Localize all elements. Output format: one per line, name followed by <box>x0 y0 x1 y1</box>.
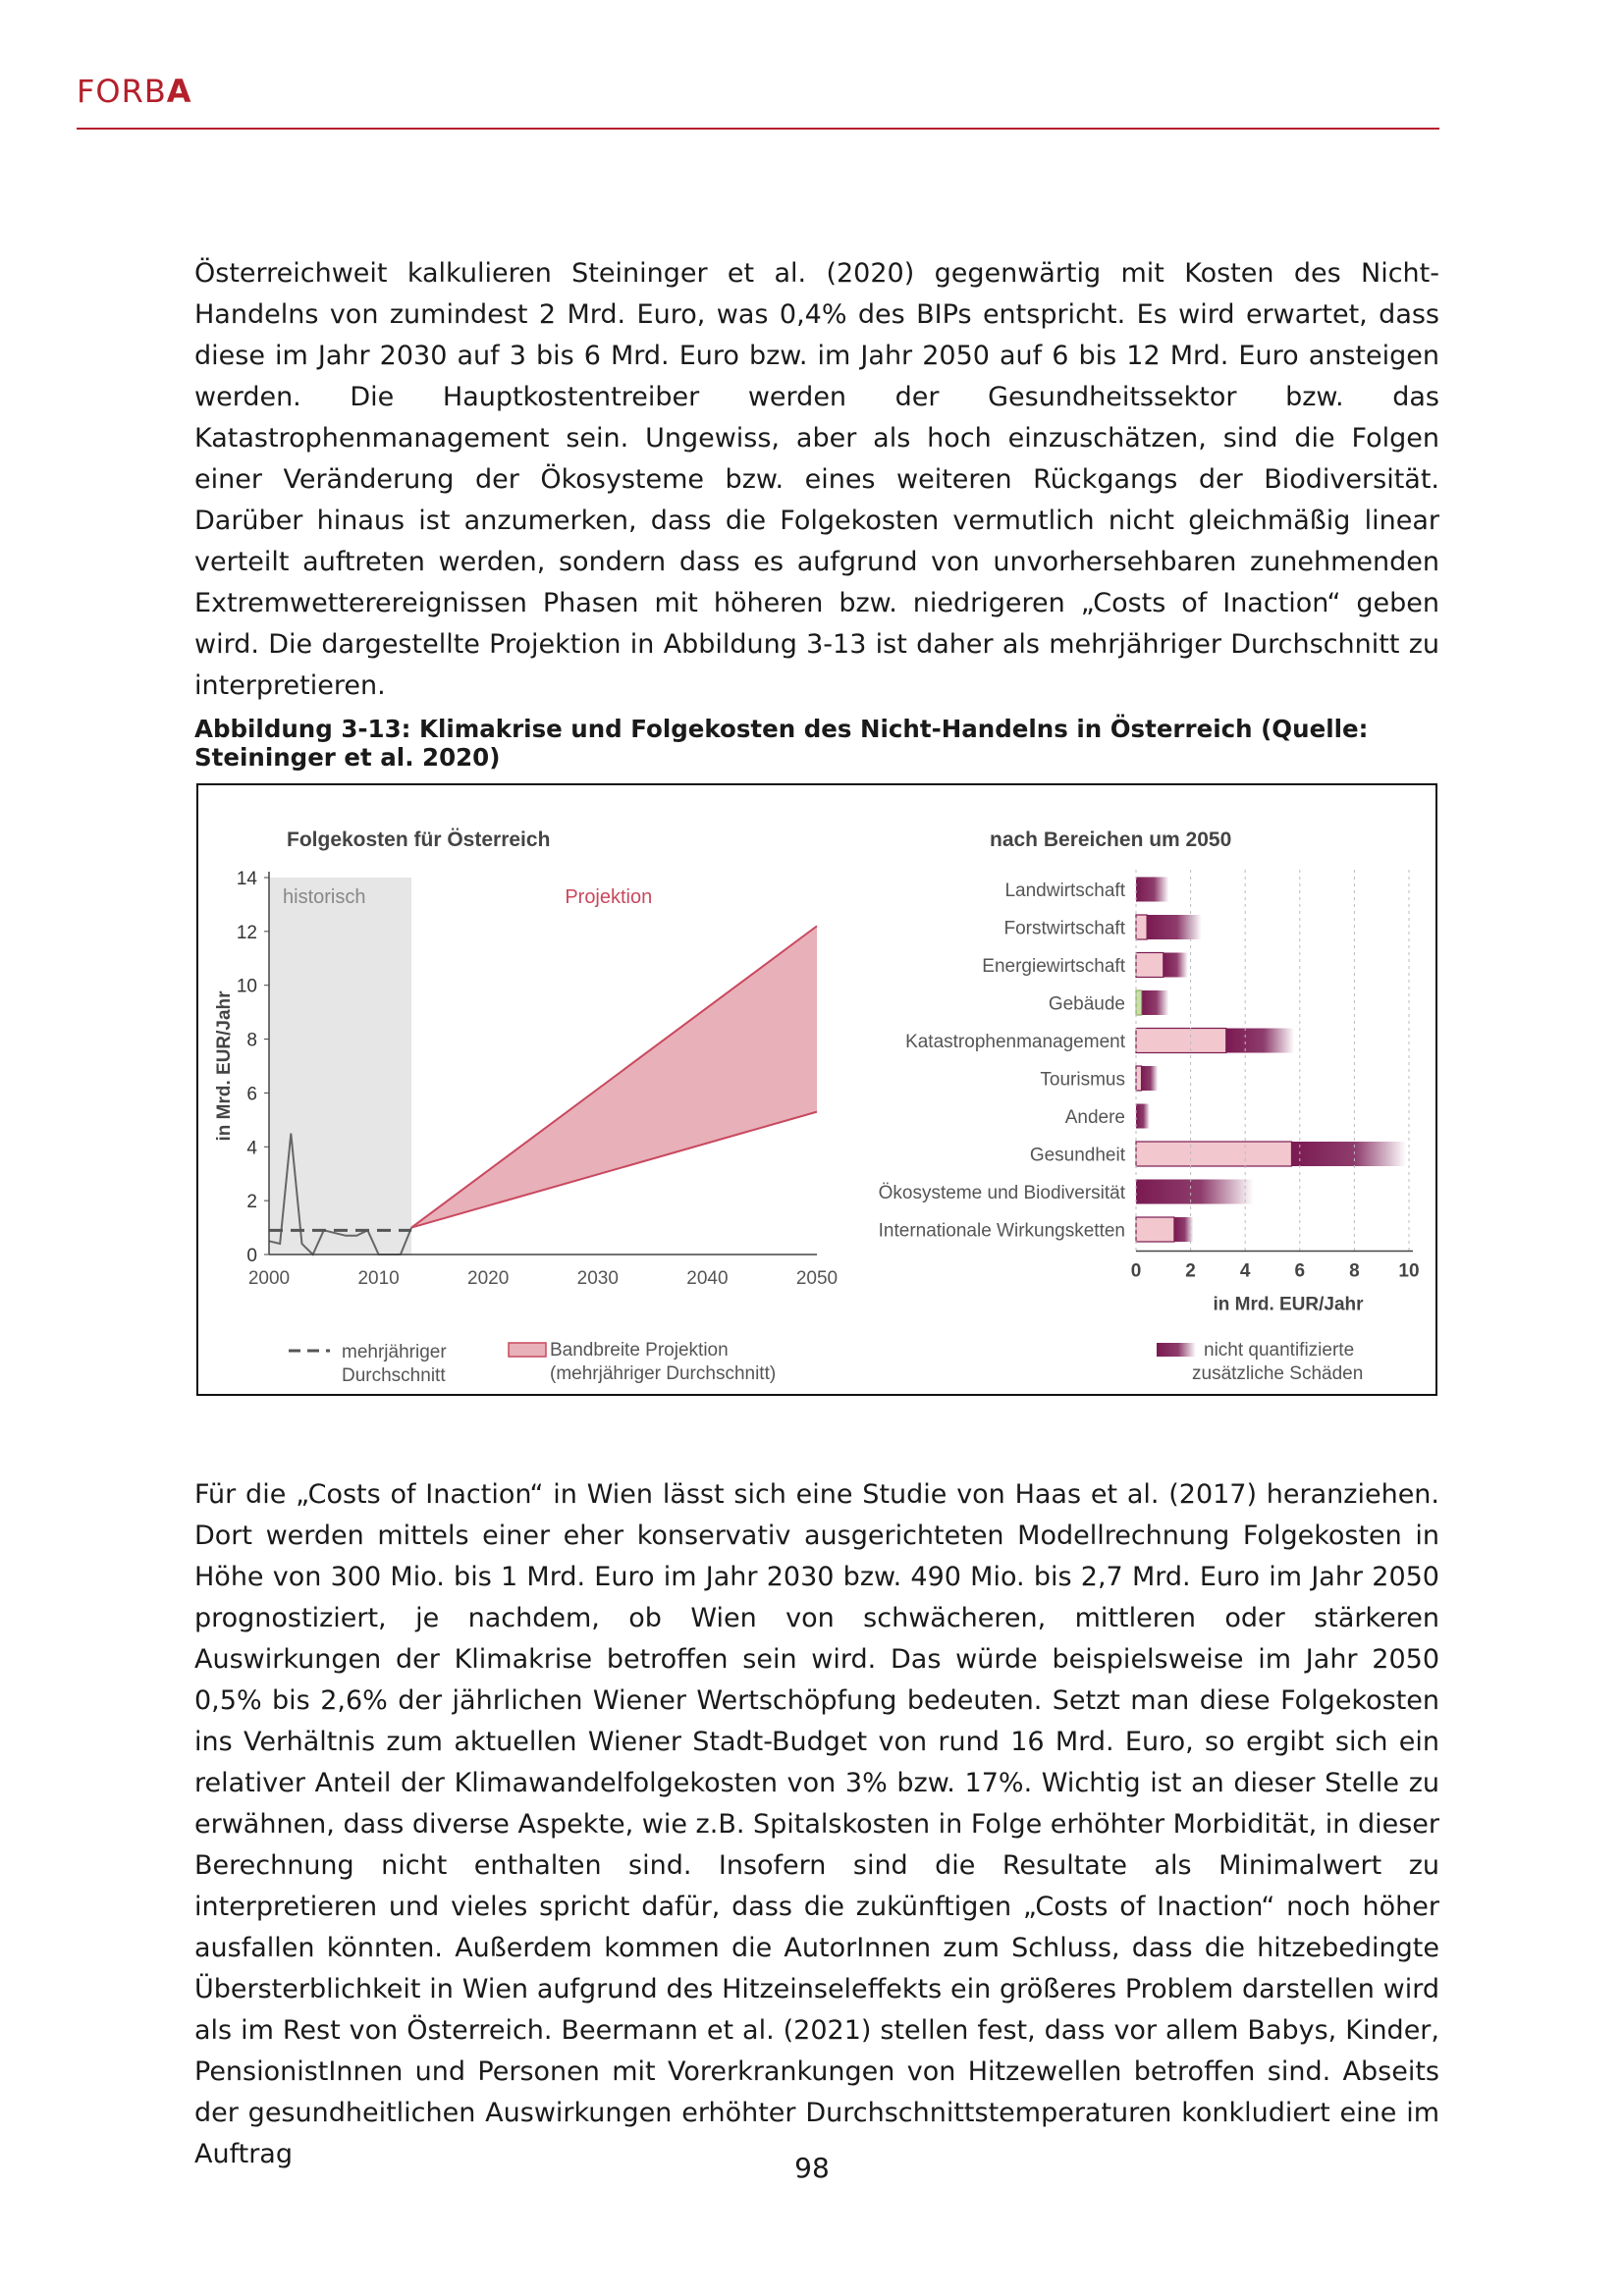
unquantified-bar <box>1136 878 1168 902</box>
category-label: Katastrophenmanagement <box>905 1032 1125 1052</box>
category-label: Gesundheit <box>1029 1145 1125 1166</box>
y-tick-label: 12 <box>236 922 257 943</box>
x-tick-label: 2030 <box>576 1268 619 1289</box>
paragraph-1: Österreichweit kalkulieren Steininger et al. (2020) gegenwärtig mit Kosten des Nicht-Handelns von zumindest 2 Mrd. Euro, was 0,4% des BIPs entspricht. Es wird erwartet, dass diese im Jahr 2030 auf 3 bis 6 Mrd. Euro bzw. im Jahr 2050 auf 6 bis 12 Mrd. Euro ansteigen werden. Die Hauptkostentreiber werden der Gesundheitssektor bzw. das Katastrophenmanagement sein. Ungewiss, aber als hoch einzuschätzen, sind die Folgen einer Veränderung der Ökosysteme bzw. eines weiteren Rückgangs der Biodiversität. Darüber hinaus ist anzumerken, dass die Folgekosten vermutlich nicht gleichmäßig linear verteilt auftreten werden, sondern dass es aufgrund von unvorhersehbaren zunehmenden Extremwetterereignissen Phasen mit höheren bzw. niedrigeren „Costs of Inaction“ geben wird. Die dargestellte Projektion in Abbildung 3-13 ist daher als mehrjähriger Durchschnitt zu interpretieren. <box>194 258 1439 701</box>
historic-label: historisch <box>283 886 366 908</box>
legend-average-label-1: mehrjähriger <box>342 1342 447 1362</box>
quantified-bar <box>1136 1217 1174 1242</box>
forba-logo <box>77 73 192 110</box>
right-x-tick-label: 0 <box>1130 1260 1142 1282</box>
category-label: Gebäude <box>1048 993 1125 1015</box>
unquantified-bar <box>1147 915 1202 939</box>
y-tick-label: 6 <box>246 1084 257 1105</box>
x-tick-label: 2020 <box>467 1268 510 1289</box>
y-tick-label: 2 <box>246 1192 257 1213</box>
right-x-tick-label: 10 <box>1398 1260 1420 1282</box>
legend-average-label-2: Durchschnitt <box>342 1365 446 1386</box>
logo-prefix: FORB <box>77 73 167 110</box>
x-tick-label: 2040 <box>686 1268 729 1289</box>
category-label: Ökosysteme und Biodiversität <box>878 1183 1125 1203</box>
figure-3-13 <box>196 783 1437 1396</box>
projection-label: Projektion <box>565 886 653 908</box>
figure-caption: Abbildung 3-13: Klimakrise und Folgekosten des Nicht-Handelns in Österreich (Quelle: Steininger et al. 2020) <box>194 715 1369 772</box>
legend-unquantified-label-1: nicht quantifizierte <box>1204 1340 1355 1361</box>
quantified-bar <box>1136 1029 1226 1053</box>
category-label: Andere <box>1064 1107 1125 1128</box>
quantified-bar <box>1136 953 1164 978</box>
legend-band-label-1: Bandbreite Projektion <box>550 1340 729 1361</box>
legend-unquantified-label-2: zusätzliche Schäden <box>1192 1363 1364 1384</box>
unquantified-bar <box>1136 1180 1254 1204</box>
page-header <box>77 65 1439 130</box>
historic-region <box>269 878 411 1255</box>
legend-unquantified-swatch <box>1157 1343 1196 1357</box>
paragraph-2: Für die „Costs of Inaction“ in Wien lässt sich eine Studie von Haas et al. (2017) heranziehen. Dort werden mittels einer eher konservativ ausgerichteten Modellrechnung Folgekosten in Höhe von 300 Mio. bis 1 Mrd. Euro im Jahr 2030 bzw. 490 Mio. bis 2,7 Mrd. Euro im Jahr 2050 prognostiziert, je nachdem, ob Wien von schwächeren, mittleren oder stärkeren Auswirkungen der Klimakrise betroffen sein wird. Das würde beispielsweise im Jahr 2050 0,5% bis 2,6% der jährlichen Wiener Wertschöpfung bedeuten. Setzt man diese Folgekosten ins Verhältnis zum aktuellen Wiener Stadt-Budget von rund 16 Mrd. Euro, so ergibt sich ein relativer Anteil der Klimawandelfolgekosten von 3% bzw. 17%. Wichtig ist an dieser Stelle zu erwähnen, dass diverse Aspekte, wie z.B. Spitalskosten in Folge erhöhter Morbidität, in dieser Berechnung nicht enthalten sind. Insofern sind die Resultate als Minimalwert zu interpretieren und vieles spricht dafür, dass die zukünftigen „Costs of Inaction“ noch höher ausfallen könnten. Außerdem kommen die AutorInnen zum Schluss, dass die hitzebedingte Übersterblichkeit in Wien aufgrund des Hitzeinseleffekts ein größeres Problem darstellen wird als im Rest von Österreich. Beermann et al. (2021) stellen fest, dass vor allem Babys, Kinder, PensionistInnen und Personen mit Vorerkrankungen von Hitzewellen betroffen sind. Abseits der gesundheitlichen Auswirkungen erhöhter Durchschnittstemperaturen konkludiert eine im Auftrag <box>194 1479 1439 2169</box>
unquantified-bar <box>1291 1142 1406 1166</box>
y-tick-label: 0 <box>246 1246 257 1266</box>
right-x-tick-label: 4 <box>1239 1260 1251 1282</box>
unquantified-bar <box>1226 1029 1295 1053</box>
unquantified-bar <box>1142 990 1169 1015</box>
y-tick-label: 10 <box>236 976 257 997</box>
category-label: Tourismus <box>1040 1069 1125 1091</box>
y-tick-label: 4 <box>246 1138 257 1159</box>
left-chart-title: Folgekosten für Österreich <box>287 828 551 851</box>
category-label: Forstwirtschaft <box>1003 918 1125 939</box>
x-tick-label: 2010 <box>357 1268 400 1289</box>
right-x-tick-label: 2 <box>1185 1260 1196 1282</box>
quantified-bar <box>1136 990 1142 1015</box>
right-x-tick-label: 8 <box>1349 1260 1360 1282</box>
x-tick-label: 2050 <box>795 1268 839 1289</box>
right-x-axis-label: in Mrd. EUR/Jahr <box>1213 1294 1364 1315</box>
left-y-axis-label: in Mrd. EUR/Jahr <box>214 990 235 1142</box>
quantified-bar <box>1136 915 1147 939</box>
category-label: Energiewirtschaft <box>982 956 1125 977</box>
legend-band-label-2: (mehrjähriger Durchschnitt) <box>550 1363 777 1384</box>
quantified-bar <box>1136 1066 1142 1091</box>
figure-svg <box>198 785 1435 1394</box>
quantified-bar <box>1136 1142 1291 1166</box>
unquantified-bar <box>1142 1066 1159 1091</box>
category-label: Landwirtschaft <box>1004 881 1125 901</box>
x-tick-label: 2000 <box>247 1268 291 1289</box>
header-rule <box>77 128 1439 130</box>
legend-band-swatch <box>509 1343 546 1357</box>
y-tick-label: 14 <box>236 869 257 889</box>
y-tick-label: 8 <box>246 1030 257 1051</box>
logo-suffix: A <box>166 73 192 110</box>
unquantified-bar <box>1136 1104 1150 1129</box>
right-x-tick-label: 6 <box>1294 1260 1306 1282</box>
category-label: Internationale Wirkungsketten <box>878 1220 1125 1242</box>
page-number: 98 <box>794 2152 830 2184</box>
unquantified-bar <box>1164 953 1188 978</box>
right-chart-title: nach Bereichen um 2050 <box>990 828 1232 851</box>
